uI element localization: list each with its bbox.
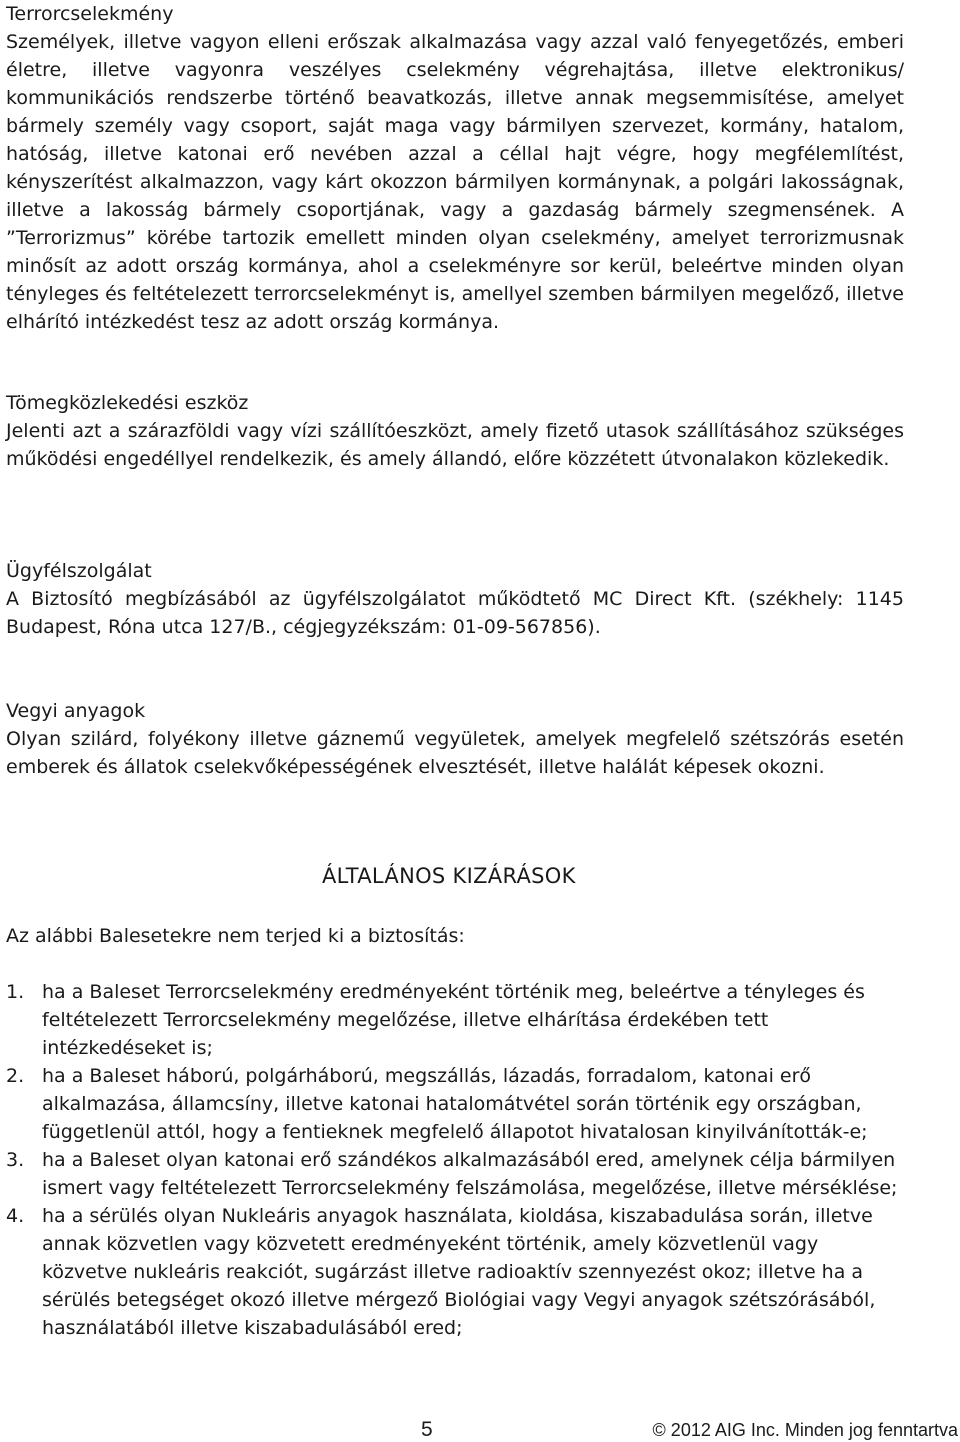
list-item	[6, 1062, 904, 1146]
section-heading: Tömegközlekedési eszköz	[6, 392, 249, 414]
list-item	[6, 978, 904, 1062]
definition-vegyi-anyagok	[6, 697, 904, 781]
section-body: Jelenti azt a szárazföldi vagy vízi szállítóeszközt, amely fizető utasok szállításához szükséges működési engedéllyel rendelkezik, és amely állandó, előre közzétett útvonalakon közlekedik.	[6, 420, 904, 470]
list-item-text: ha a sérülés olyan Nukleáris anyagok használata, kioldása, kiszabadulása során, illetve annak közvetlen vagy közvetett eredményeként történik, amely közvetlenül vagy közvetve nukleáris reakciót, sugárzást illetve radioaktív szennyezést okoz; illetve ha a sérülés betegséget okozó illetve mérgező Biológiai vagy Vegyi anyagok szétszórásából, használatából illetve kiszabadulásából ered;	[42, 1205, 876, 1339]
definition-terrorcselekmeny	[6, 0, 904, 336]
section-heading: Ügyfélszolgálat	[6, 560, 152, 582]
list-item-text: ha a Baleset Terrorcselekmény eredményeként történik meg, beleértve a tényleges és feltételezett Terrorcselekmény megelőzése, illetve elhárítása érdekében tett intézkedéseket is;	[42, 981, 865, 1059]
list-item-text: ha a Baleset háború, polgárháború, megszállás, lázadás, forradalom, katonai erő alkalmazása, államcsíny, illetve katonai hatalomátvétel során történik egy országban, függetlenül attól, hogy a fentieknek megfelelő állapotot hivatalosan kinyilvánították-e;	[42, 1065, 868, 1143]
list-item-text: ha a Baleset olyan katonai erő szándékos alkalmazásából ered, amelynek célja bármilyen ismert vagy feltételezett Terrorcselekmény felszámolása, megelőzése, illetve mérséklése;	[42, 1149, 898, 1199]
definition-tomegkozlekedesi-eszkoz	[6, 389, 904, 473]
list-item-number: 3.	[6, 1149, 25, 1171]
exclusions-list	[6, 978, 904, 1342]
list-item	[6, 1146, 904, 1202]
section-body: Személyek, illetve vagyon elleni erőszak alkalmazása vagy azzal való fenyegetőzés, emberi életre, illetve vagyonra veszélyes cselekmény végrehajtása, illetve elektronikus/ kommunikációs rendszerbe történő beavatkozás, illetve annak megsemmisítése, amelyet bármely személy vagy csoport, saját maga vagy bármilyen szervezet, kormány, hatalom, hatóság, illetve katonai erő nevében azzal a céllal hajt végre, hogy megfélemlítést, kényszerítést alkalmazzon, vagy kárt okozzon bármilyen kormánynak, a polgári lakosságnak, illetve a lakosság bármely csoportjának, vagy a gazdaság bármely szegmensének. A ”Terrorizmus” körébe tartozik emellett minden olyan cselekmény, amelyet terrorizmusnak minősít az adott ország kormánya, ahol a cselekményre sor kerül, beleértve minden olyan tényleges és feltételezett terrorcselekményt is, amellyel szemben bármilyen megelőző, illetve elhárító intézkedést tesz az adott ország kormánya.	[6, 31, 904, 333]
section-heading: Terrorcselekmény	[6, 3, 174, 25]
section-body: A Biztosító megbízásából az ügyfélszolgálatot működtető MC Direct Kft. (székhely: 1145 Budapest, Róna utca 127/B., cégjegyzékszám: 01-09-567856).	[6, 588, 904, 638]
definition-ugyfelszolgalat	[6, 557, 904, 641]
section-heading: Vegyi anyagok	[6, 700, 146, 722]
exclusions-intro: Az alábbi Balesetekre nem terjed ki a biztosítás:	[6, 925, 465, 947]
section-body: Olyan szilárd, folyékony illetve gáznemű vegyületek, amelyek megfelelő szétszórás esetén emberek és állatok cselekvőképességének elvesztését, illetve halálát képesek okozni.	[6, 728, 904, 778]
list-item-number: 4.	[6, 1205, 25, 1227]
list-item-number: 2.	[6, 1065, 25, 1087]
list-item-number: 1.	[6, 981, 25, 1003]
copyright-notice: © 2012 AIG Inc. Minden jog fenntartva	[652, 1420, 958, 1440]
page-number: 5	[421, 1418, 433, 1441]
exclusions-title: ÁLTALÁNOS KIZÁRÁSOK	[322, 864, 576, 888]
list-item	[6, 1202, 904, 1342]
